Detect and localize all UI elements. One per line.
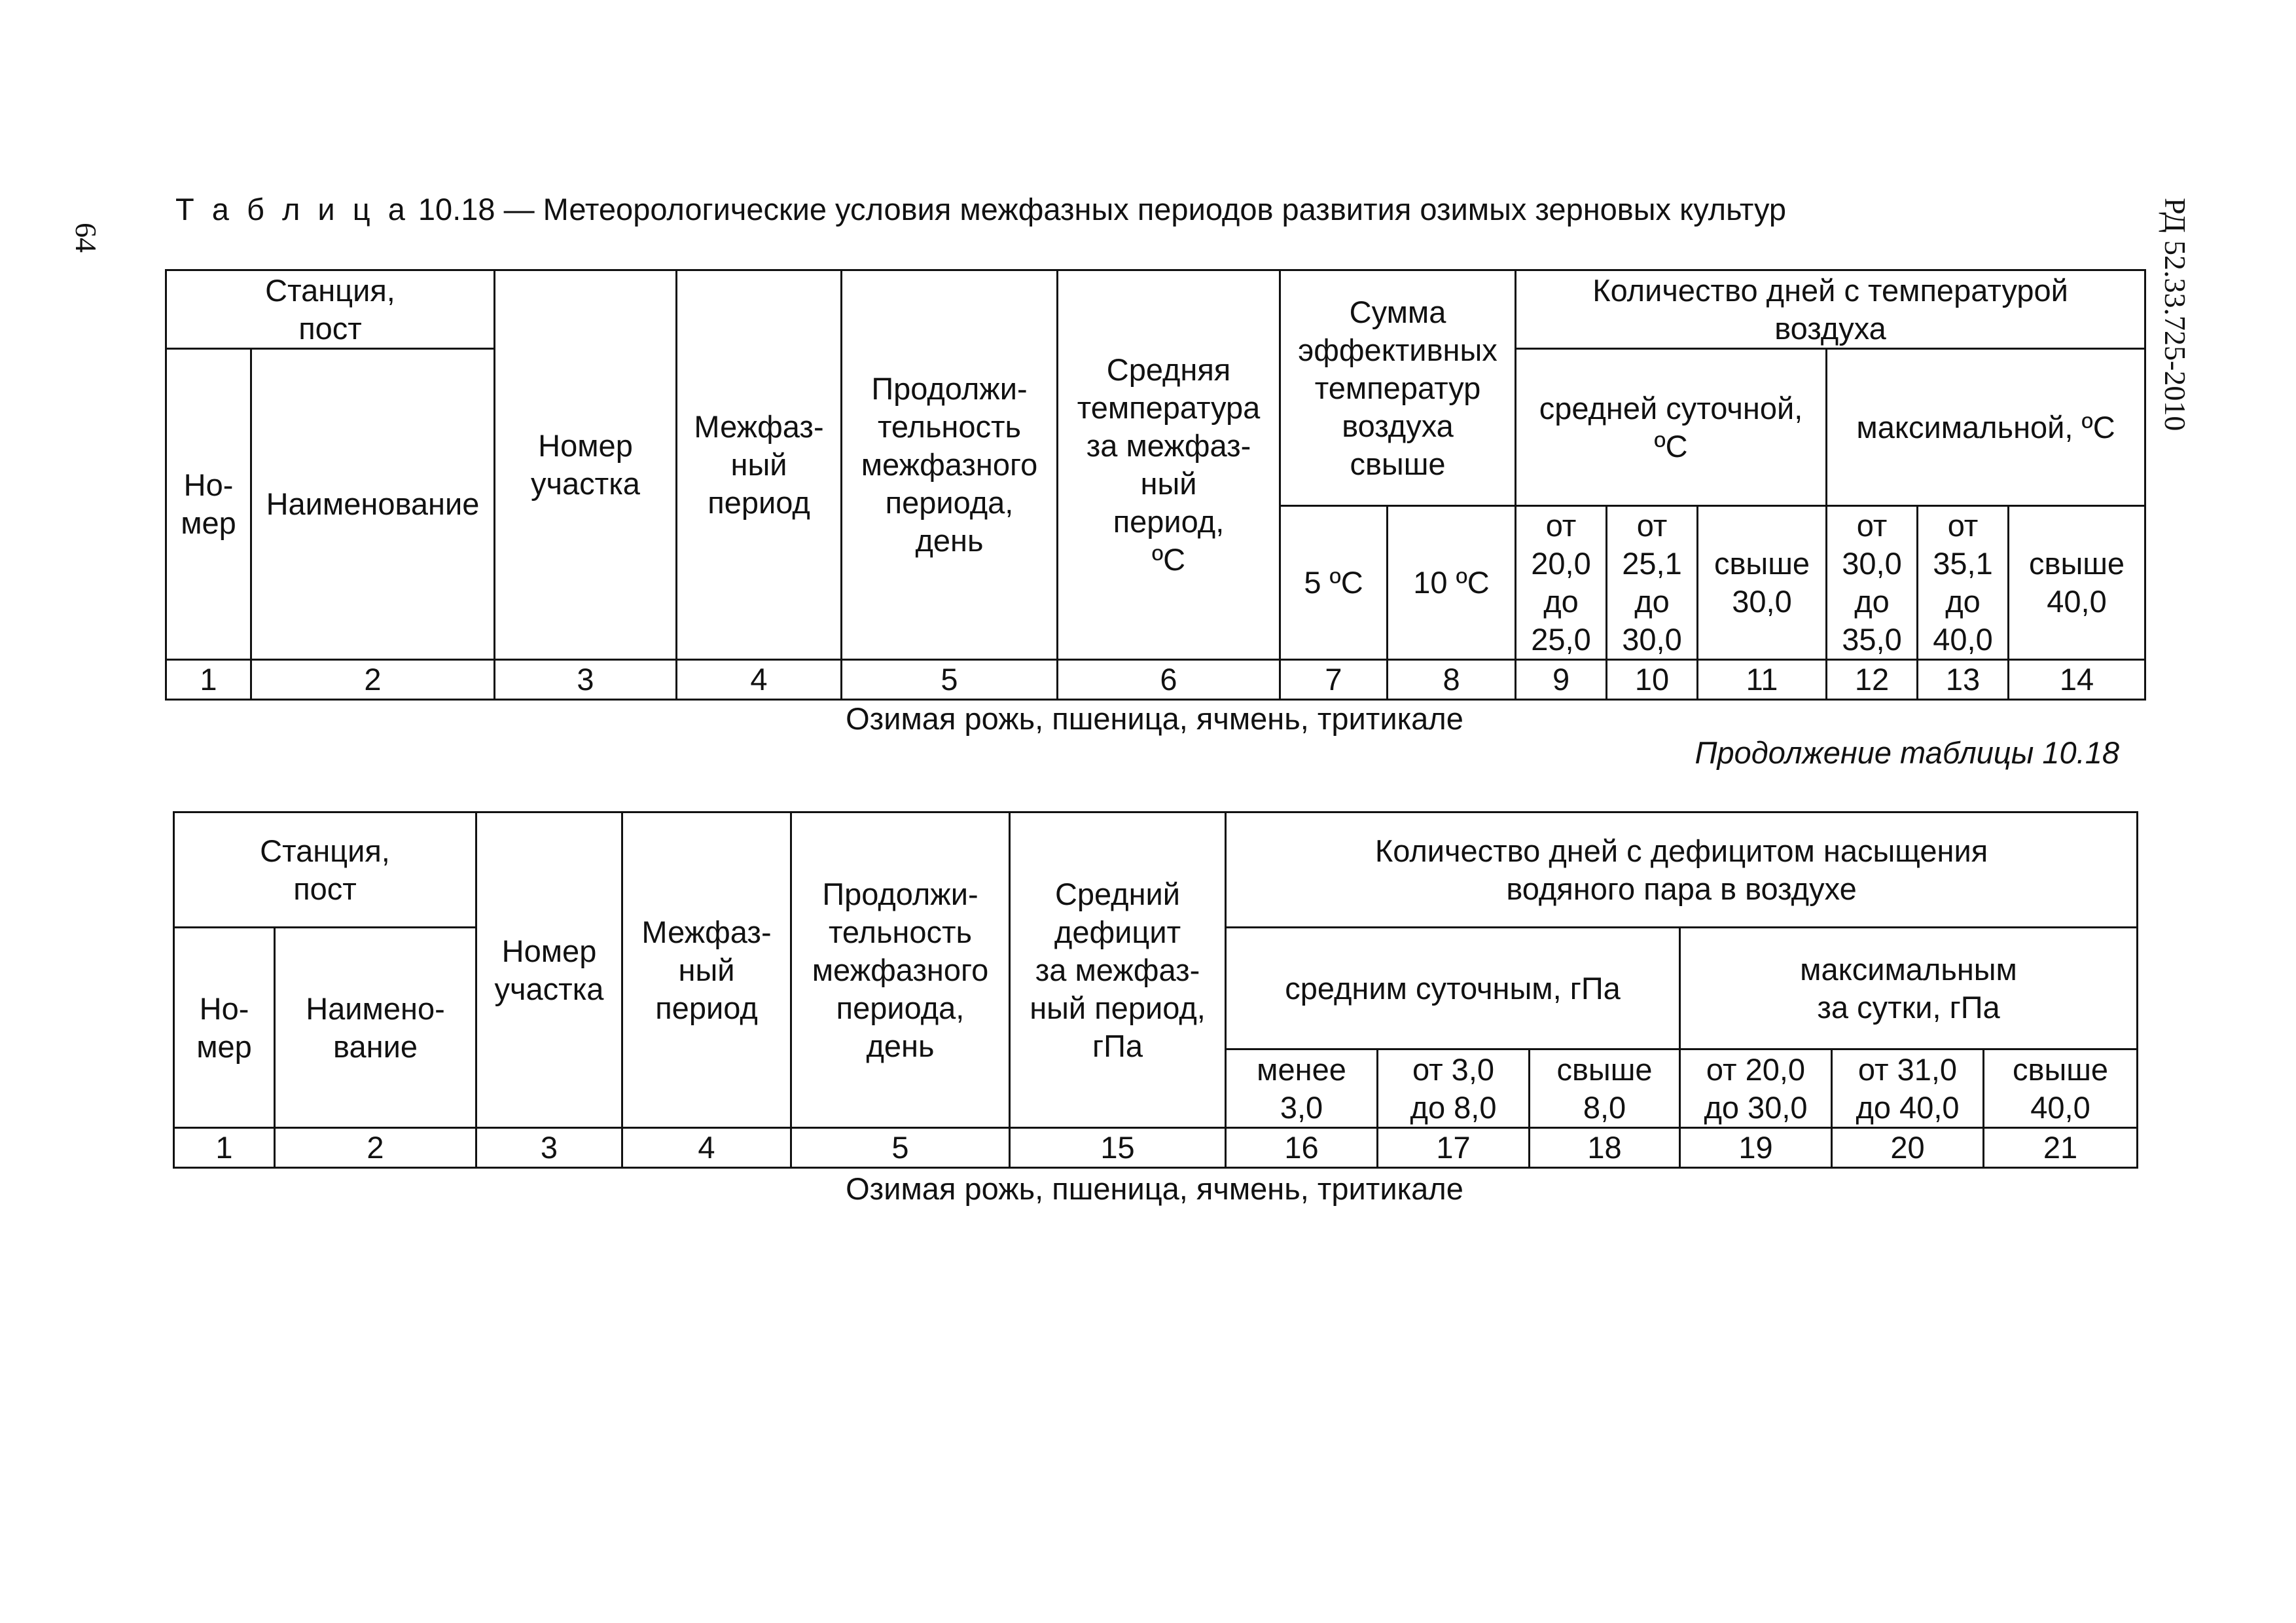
max-daily-deficit-header: максимальным за сутки, гПа bbox=[1680, 928, 2138, 1049]
column-number: 4 bbox=[622, 1128, 791, 1168]
name-header: Наименование bbox=[251, 349, 495, 660]
column-number: 11 bbox=[1698, 660, 1827, 700]
name-header: Наимено- вание bbox=[275, 928, 476, 1128]
column-number: 21 bbox=[1984, 1128, 2138, 1168]
duration-header: Продолжи- тельность межфазного периода, день bbox=[791, 812, 1010, 1128]
table-caption bbox=[175, 191, 1786, 227]
number-header: Но- мер bbox=[174, 928, 275, 1128]
above-5c-header: 5 ºC bbox=[1280, 506, 1388, 660]
column-number: 5 bbox=[791, 1128, 1010, 1168]
column-number-row bbox=[166, 660, 2145, 700]
saturation-deficit-table bbox=[173, 811, 2138, 1169]
effective-temperature-sum-header: Сумма эффективных температур воздуха свыше bbox=[1280, 270, 1516, 506]
number-header: Но- мер bbox=[166, 349, 251, 660]
days-with-temperature-header: Количество дней с температурой воздуха bbox=[1516, 270, 2145, 349]
plot-number-header: Номер участка bbox=[476, 812, 622, 1128]
plot-number-header: Номер участка bbox=[495, 270, 677, 660]
column-number-row bbox=[174, 1128, 2138, 1168]
column-number: 4 bbox=[677, 660, 842, 700]
avg-daily-temp-header: средней суточной, ºC bbox=[1516, 349, 1827, 506]
column-number: 20 bbox=[1832, 1128, 1984, 1168]
column-number: 3 bbox=[476, 1128, 622, 1168]
range-3-8-header: от 3,0 до 8,0 bbox=[1378, 1049, 1530, 1128]
column-number: 19 bbox=[1680, 1128, 1832, 1168]
interphase-period-header: Межфаз- ный период bbox=[622, 812, 791, 1128]
caption-text: 10.18 — Метеорологические условия межфазных периодов развития озимых зерновых культур bbox=[418, 192, 1787, 227]
above-30-header: свыше 30,0 bbox=[1698, 506, 1827, 660]
column-number: 1 bbox=[166, 660, 251, 700]
range-30-35-header: от 30,0 до 35,0 bbox=[1827, 506, 1918, 660]
range-20-30-header: от 20,0 до 30,0 bbox=[1680, 1049, 1832, 1128]
column-number: 3 bbox=[495, 660, 677, 700]
column-number: 2 bbox=[275, 1128, 476, 1168]
column-number: 2 bbox=[251, 660, 495, 700]
above-40-header: свыше 40,0 bbox=[1984, 1049, 2138, 1128]
column-number: 5 bbox=[842, 660, 1058, 700]
above-8-header: свыше 8,0 bbox=[1530, 1049, 1680, 1128]
column-number: 15 bbox=[1010, 1128, 1226, 1168]
column-number: 9 bbox=[1516, 660, 1607, 700]
page-number: 64 bbox=[69, 223, 103, 253]
crop-list-note: Озимая рожь, пшеница, ячмень, тритикале bbox=[846, 701, 1463, 736]
column-number: 6 bbox=[1058, 660, 1280, 700]
average-deficit-header: Средний дефицит за межфаз- ный период, гПа bbox=[1010, 812, 1226, 1128]
column-number: 16 bbox=[1226, 1128, 1378, 1168]
range-35-40-header: от 35,1 до 40,0 bbox=[1918, 506, 2009, 660]
station-header: Станция, пост bbox=[174, 812, 476, 928]
range-31-40-header: от 31,0 до 40,0 bbox=[1832, 1049, 1984, 1128]
avg-daily-deficit-header: средним суточным, гПа bbox=[1226, 928, 1680, 1049]
column-number: 1 bbox=[174, 1128, 275, 1168]
column-number: 12 bbox=[1827, 660, 1918, 700]
below-3-header: менее 3,0 bbox=[1226, 1049, 1378, 1128]
above-40-header: свыше 40,0 bbox=[2009, 506, 2145, 660]
max-temp-header: максимальной, ºC bbox=[1827, 349, 2145, 506]
above-10c-header: 10 ºC bbox=[1388, 506, 1516, 660]
column-number: 7 bbox=[1280, 660, 1388, 700]
column-number: 8 bbox=[1388, 660, 1516, 700]
interphase-period-header: Межфаз- ный период bbox=[677, 270, 842, 660]
days-with-deficit-header: Количество дней с дефицитом насыщения водяного пара в воздухе bbox=[1226, 812, 2138, 928]
range-25-30-header: от 25,1 до 30,0 bbox=[1607, 506, 1698, 660]
caption-label: Т а б л и ц а bbox=[175, 192, 410, 227]
meteo-conditions-table bbox=[165, 269, 2146, 701]
column-number: 18 bbox=[1530, 1128, 1680, 1168]
duration-header: Продолжи- тельность межфазного периода, день bbox=[842, 270, 1058, 660]
average-temperature-header: Средняя температура за межфаз- ный период, ºC bbox=[1058, 270, 1280, 660]
column-number: 14 bbox=[2009, 660, 2145, 700]
column-number: 10 bbox=[1607, 660, 1698, 700]
range-20-25-header: от 20,0 до 25,0 bbox=[1516, 506, 1607, 660]
table-continuation-label: Продолжение таблицы 10.18 bbox=[1695, 735, 2119, 770]
column-number: 13 bbox=[1918, 660, 2009, 700]
station-header: Станция, пост bbox=[166, 270, 495, 349]
column-number: 17 bbox=[1378, 1128, 1530, 1168]
crop-list-note: Озимая рожь, пшеница, ячмень, тритикале bbox=[846, 1171, 1463, 1206]
document-code: РД 52.33.725-2010 bbox=[2159, 198, 2192, 431]
